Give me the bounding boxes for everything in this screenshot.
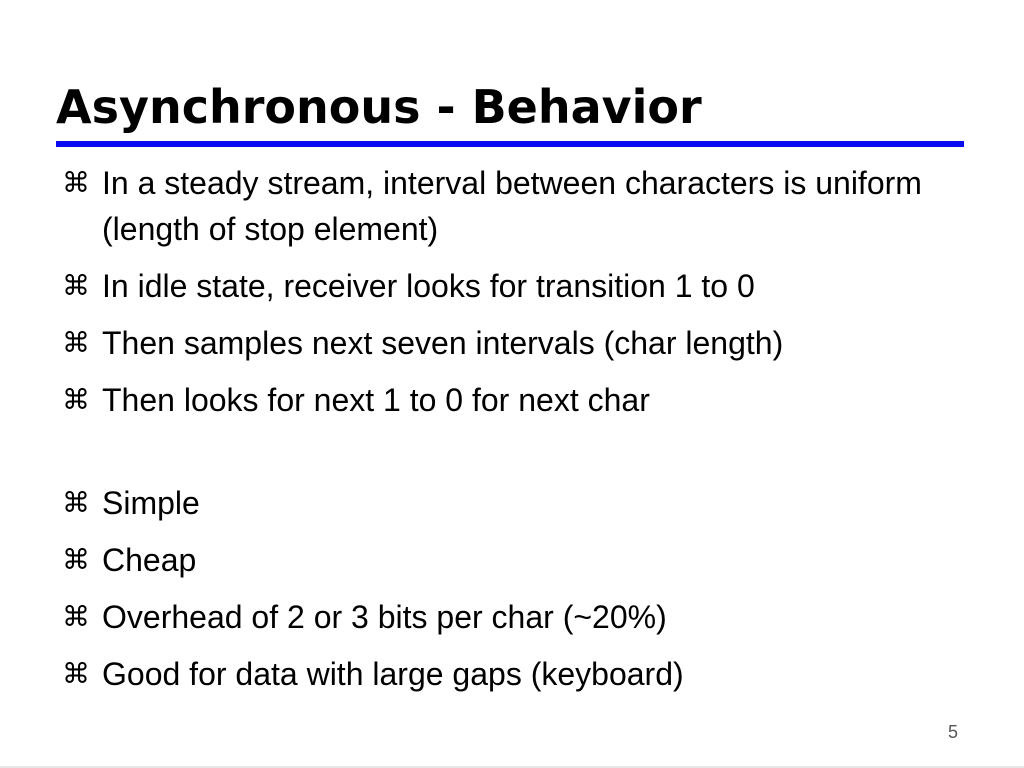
command-key-icon: ⌘ [62, 600, 90, 633]
command-key-icon: ⌘ [62, 543, 90, 576]
bullet-list [62, 160, 962, 697]
bullet-item [62, 320, 962, 366]
command-key-icon: ⌘ [62, 486, 90, 519]
bullet-item [62, 537, 962, 583]
bullet-item [62, 160, 962, 252]
command-key-icon: ⌘ [62, 166, 90, 199]
command-key-icon: ⌘ [62, 326, 90, 359]
bullet-text: Overhead of 2 or 3 bits per char (~20%) [102, 599, 667, 635]
bullet-text: Good for data with large gaps (keyboard) [102, 656, 684, 692]
slide-title: Asynchronous - Behavior [56, 80, 702, 134]
bullet-item [62, 263, 962, 309]
bullet-item [62, 651, 962, 697]
title-underline [56, 141, 964, 147]
slide-number: 5 [947, 722, 958, 742]
bullet-item [62, 594, 962, 640]
bullet-item [62, 480, 962, 526]
bullet-text: Then samples next seven intervals (char length) [102, 325, 784, 361]
bullet-text: Simple [102, 485, 200, 521]
command-key-icon: ⌘ [62, 657, 90, 690]
bullet-text: In idle state, receiver looks for transition 1 to 0 [102, 268, 755, 304]
bullet-text: Then looks for next 1 to 0 for next char [102, 382, 650, 418]
bullet-text: In a steady stream, interval between characters is uniform (length of stop element) [102, 165, 922, 247]
bullet-item [62, 377, 962, 423]
command-key-icon: ⌘ [62, 383, 90, 416]
command-key-icon: ⌘ [62, 269, 90, 302]
bullet-text: Cheap [102, 542, 197, 578]
